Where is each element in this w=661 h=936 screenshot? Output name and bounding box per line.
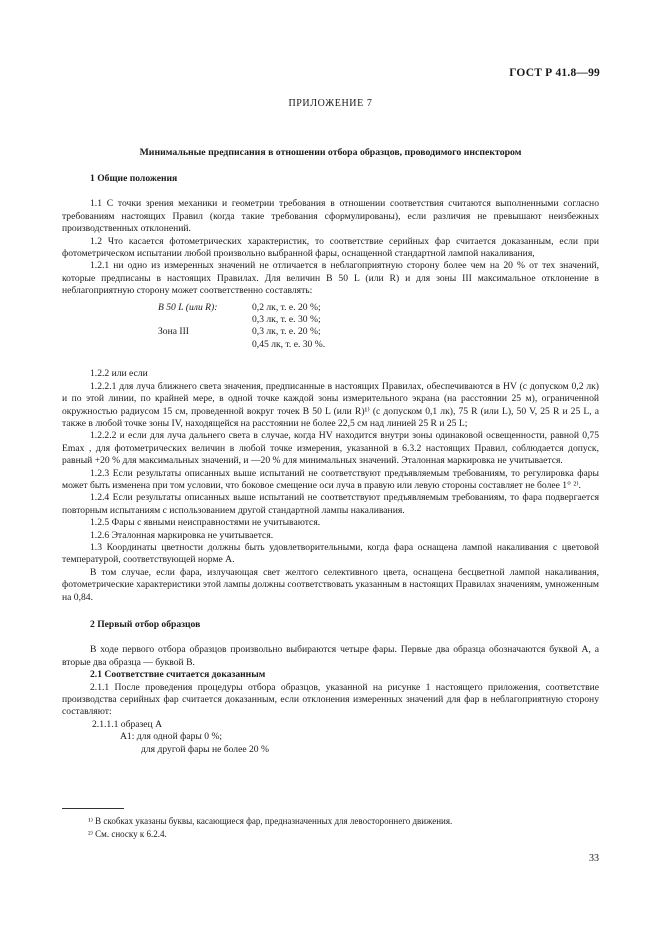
paragraph-1-3-continued: В том случае, если фара, излучающая свет желтого селективного цвета, оснащена бесцветной лампой накаливания, фотометрические характеристики этой лампы должны соответствовать указанным в настоящих Правилах значениям, умноженным на 0,84. xyxy=(62,566,599,603)
limits-value: 0,3 лк, т. е. 30 %; xyxy=(252,314,321,326)
paragraph-1-2-3: 1.2.3 Если результаты описанных выше испытаний не соответствуют предъявляемым требованиям, то регулировка фары может быть изменена при том условии, что боковое смещение оси луча в правую или левую стороны составляет не более 1° ²⁾. xyxy=(62,467,599,491)
limits-label xyxy=(158,314,252,326)
paragraph-1-3: 1.3 Координаты цветности должны быть удовлетворительными, когда фара оснащена лампой накаливания с цветовой температурой, соответствующей норме А. xyxy=(62,541,599,566)
section-2-heading: 2 Первый отбор образцов xyxy=(90,619,201,630)
paragraph-1-2: 1.2 Что касается фотометрических характеристик, то соответствие серийных фар считается доказанным, если при фотометрическом испытании любой произвольно выбранной фары, оснащенной стандартной лампой накаливания, xyxy=(62,235,599,260)
limits-row xyxy=(158,314,325,326)
limits-value: 0,2 лк, т. е. 20 %; xyxy=(252,301,321,313)
paragraph-1-2-6: 1.2.6 Эталонная маркировка не учитывается. xyxy=(90,529,274,541)
document-title: Минимальные предписания в отношении отбора образцов, проводимого инспектором xyxy=(139,147,522,158)
footnote-1: ¹⁾ В скобках указаны буквы, касающиеся фар, предназначенных для левостороннего движения. xyxy=(88,816,453,826)
footnote-2: ²⁾ См. сноску к 6.2.4. xyxy=(88,828,167,839)
standard-header: ГОСТ Р 41.8—99 xyxy=(509,67,600,79)
limits-row xyxy=(158,339,325,351)
limits-label: B 50 L (или R): xyxy=(158,301,218,313)
paragraph-1-2-2-2: 1.2.2.2 и если для луча дальнего света в случае, когда HV находится внутри зоны одинаковой освещенности, равной 0,75 Emax , для фотометрических величин в любой точке измерения, указанной в 6.3.2 настоящих Правил, соблюдается допуск, равный +20 % для максимальных значений, и —20 % для минимальных значений. Эталонная маркировка не учитывается. xyxy=(62,430,599,467)
limits-value: 0,45 лк, т. е. 30 %. xyxy=(252,338,326,350)
page-number: 33 xyxy=(589,853,599,864)
footnote-divider xyxy=(62,808,124,809)
paragraph-2-intro: В ходе первого отбора образцов произвольно выбираются четыре фары. Первые два образца обозначаются буквой А, а вторые два образца — буквой В. xyxy=(62,644,599,668)
sample-a1-second: для другой фары не более 20 % xyxy=(141,743,269,755)
appendix-title: ПРИЛОЖЕНИЕ 7 xyxy=(288,98,373,109)
limits-row xyxy=(158,326,325,338)
paragraph-1-2-4: 1.2.4 Если результаты описанных выше испытаний не соответствуют предъявляемым требованиям, то фара подвергается повторным испытаниям с использованием другой стандартной лампы накаливания. xyxy=(62,492,599,516)
limits-label xyxy=(158,339,252,351)
paragraph-1-1: 1.1 С точки зрения механики и геометрии требования в отношении соответствия считаются выполненными согласно требованиям настоящих Правил (когда такие требования сформулированы), если различия не превышают неизбежных производственных отклонений. xyxy=(62,198,599,235)
paragraph-2-1-1: 2.1.1 После проведения процедуры отбора образцов, указанной на рисунке 1 настоящего приложения, соответствие производства серийных фар считается доказанным, если отклонения измеренных значений для фар в неблагоприятную сторону составляют: xyxy=(62,681,599,718)
paragraph-2-1-1-1: 2.1.1.1 образец А xyxy=(92,718,163,730)
paragraph-1-2-2-1: 1.2.2.1 для луча ближнего света значения, предписанные в настоящих Правилах, обеспечиваются в HV (с допуском 0,2 лк) и по этой линии, по крайней мере, в одной точке каждой зоны измерительного экрана (на расстоянии 25 м), ограниченной окружностью радиусом 15 см, проведенной вокруг точек B 50 L (или R)¹⁾ (с допуском 0,1 лк), 75 R (или L), 50 V, 25 R и 25 L, а также в любой точке зоны IV, находящейся на расстоянии не более 22,5 см над линией 25 R и 25 L; xyxy=(62,380,599,429)
limits-table xyxy=(158,302,325,352)
limits-row xyxy=(158,302,325,314)
footnotes xyxy=(88,815,599,840)
paragraph-1-2-2: 1.2.2 или если xyxy=(90,368,148,380)
body-text xyxy=(62,173,599,756)
paragraph-1-2-1: 1.2.1 ни одно из измеренных значений не отличается в неблагоприятную сторону более чем на 20 % от тех значений, которые предписаны в настоящих Правилах. Для величин B 50 L (или R) и для зоны III максимальное отклонение в неблагоприятную сторону может соответственно составлять: xyxy=(62,260,599,297)
limits-label: Зона III xyxy=(158,326,189,338)
subsection-2-1-heading: 2.1 Соответствие считается доказанным xyxy=(90,669,266,681)
paragraph-1-2-5: 1.2.5 Фары с явными неисправностями не учитываются. xyxy=(90,517,321,529)
limits-value: 0,3 лк, т. е. 20 %; xyxy=(252,326,321,338)
section-1-heading: 1 Общие положения xyxy=(90,173,178,184)
sample-a1-first: А1: для одной фары 0 %; xyxy=(120,731,223,743)
